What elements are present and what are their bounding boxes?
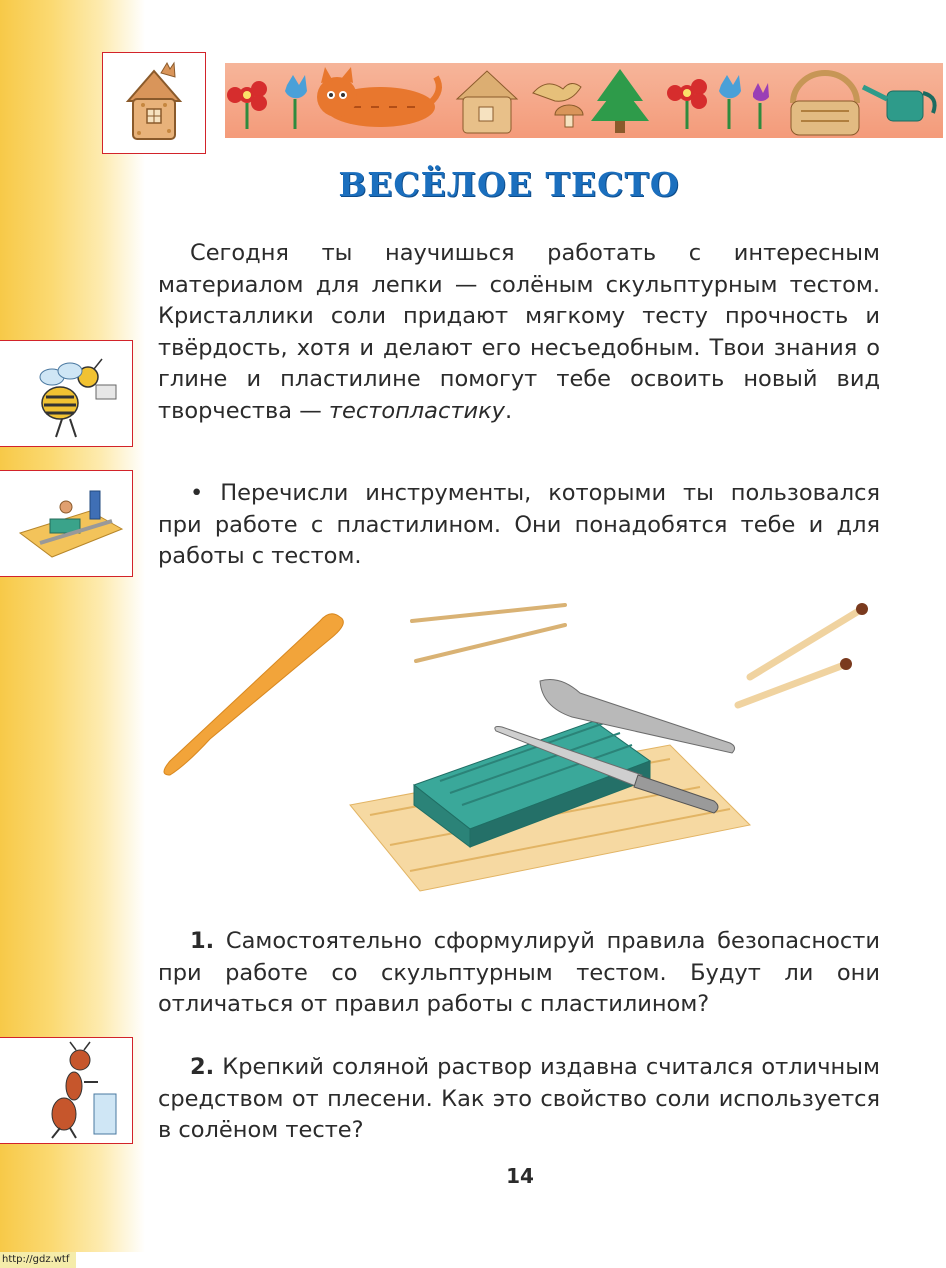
tulip-icon: [719, 75, 769, 129]
question-2-text: Крепкий соляной раствор издавна считался отличным средством от плесени. Как это свойство соли используется в солёном тесте?: [158, 1054, 880, 1143]
house-icon: [102, 52, 206, 154]
cookie-house-icon: [457, 71, 517, 133]
bee-icon: [0, 340, 133, 447]
question-1-number: 1.: [190, 928, 215, 954]
plastic-knife-icon: [164, 614, 343, 775]
bullet-paragraph: • Перечисли инструменты, которыми ты пользовался при работе с пластилином. Они понадобятся тебе и для работы с тестом.: [158, 480, 880, 569]
tree-icon: [591, 69, 649, 133]
tulip-icon: [285, 75, 307, 129]
basket-icon: [791, 73, 859, 135]
intro-text: Сегодня ты научишься работать с интересным материалом для лепки — солёным скульптурным тестом. Кристаллики соли придают мягкому тесту прочность и твёрдость, хотя и делают его несъедобным. Твои знания о глине и пластилине помогут тебе освоить новый вид творчества —: [158, 240, 880, 424]
toothpicks-icon: [412, 605, 565, 661]
cat-icon: [317, 67, 439, 127]
intro-end: .: [504, 397, 513, 424]
question-1-text: Самостоятельно сформулируй правила безопасности при работе со скульптурным тестом. Будут ли они отличаться от правил работы с пластилином?: [158, 928, 880, 1017]
question-2-number: 2.: [190, 1054, 215, 1080]
tools-icon: [0, 470, 133, 577]
site-label[interactable]: http://gdz.wtf: [0, 1252, 76, 1268]
question-2: [158, 1052, 880, 1147]
page-title: ВЕСЁЛОЕ ТЕСТО: [338, 165, 680, 204]
matches-icon: [738, 603, 868, 705]
bird-icon: [533, 83, 581, 101]
tools-illustration: [150, 585, 880, 905]
intro-term: тестопластику: [328, 397, 505, 424]
intro-paragraph: [158, 238, 880, 427]
ant-icon: [0, 1037, 133, 1144]
mushroom-icon: [555, 105, 583, 127]
page-number: 14: [506, 1164, 534, 1188]
flower-icon: [667, 79, 707, 129]
decorative-banner: [225, 63, 943, 138]
question-1: [158, 926, 880, 1021]
flower-icon: [227, 81, 267, 129]
watering-can-icon: [863, 87, 935, 121]
